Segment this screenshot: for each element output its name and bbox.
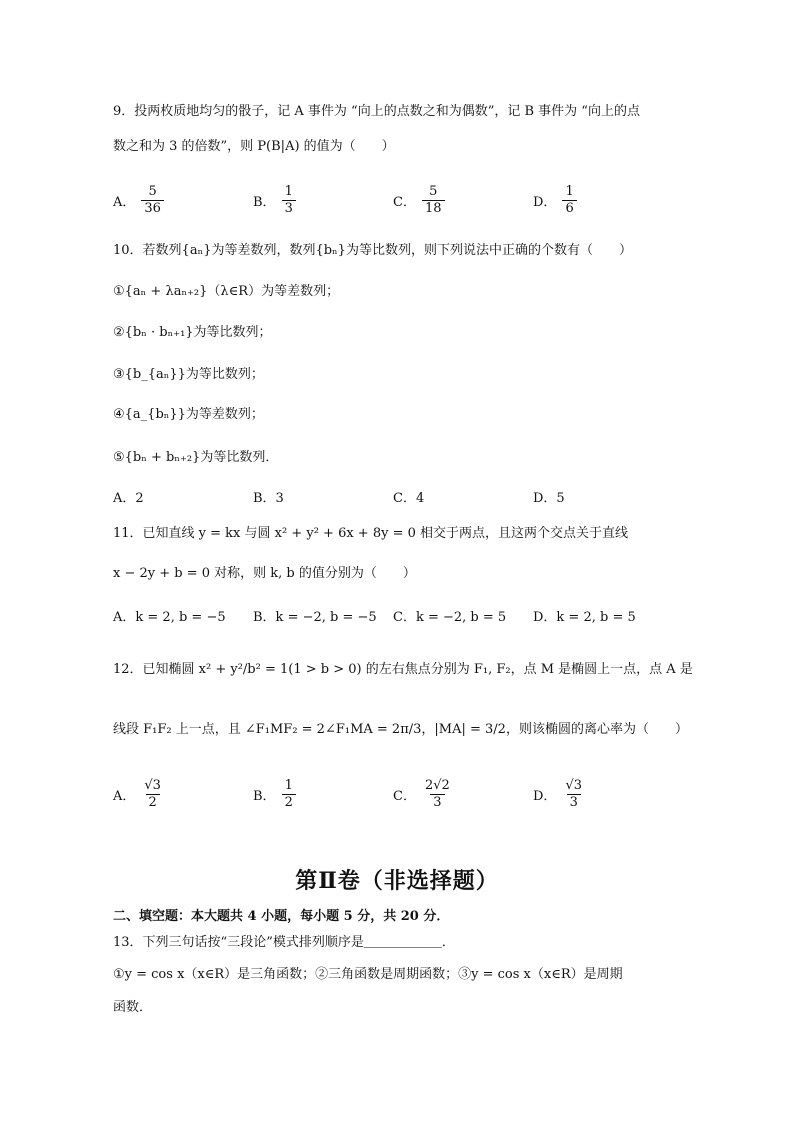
q10-item-5: ⑤{bₙ + bₙ₊₂}为等比数列． xyxy=(113,450,279,465)
q11-option-a: A．k = 2, b = −5 xyxy=(113,610,226,625)
q12-options xyxy=(113,774,693,814)
q9-stem-line2: 数之和为 3 的倍数”，则 P(B|A) 的值为（ ） xyxy=(113,139,395,154)
q9-option-c xyxy=(393,180,445,220)
q9-option-b xyxy=(253,180,296,220)
denominator: 3 xyxy=(282,200,296,217)
denominator: 2 xyxy=(146,794,160,811)
fraction xyxy=(422,184,445,217)
q12-option-a xyxy=(113,774,164,814)
q10-option-a: A．2 xyxy=(113,491,144,506)
fraction xyxy=(141,778,164,811)
denominator: 3 xyxy=(430,794,444,811)
q13-line3: 函数． xyxy=(113,1000,153,1015)
denominator: 2 xyxy=(282,794,296,811)
q13-line2: ①y = cos x（x∈R）是三角函数；②三角函数是周期函数；③y = cos x（x∈R）是周期 xyxy=(113,967,623,982)
denominator: 6 xyxy=(562,200,576,217)
q12-option-c xyxy=(393,774,453,814)
numerator: 5 xyxy=(148,183,157,199)
q9-options xyxy=(113,180,693,220)
numerator: √3 xyxy=(144,777,161,793)
q10-stem: 10．若数列{aₙ}为等差数列，数列{bₙ}为等比数列，则下列说法中正确的个数有（ ） xyxy=(113,243,632,258)
q10-item-2: ②{bₙ · bₙ₊₁}为等比数列； xyxy=(113,325,272,340)
option-label: C． xyxy=(393,194,416,210)
q9-stem-line1: 9．投两枚质地均匀的骰子，记 A 事件为 “向上的点数之和为偶数”，记 B 事件为 “向上的点 xyxy=(113,104,640,119)
option-label: C． xyxy=(393,788,416,804)
q12-stem-line2: 线段 F₁F₂ 上一点，且 ∠F₁MF₂ = 2∠F₁MA = 2π/3，|MA| = 3/2，则该椭圆的离心率为（ ） xyxy=(113,722,688,737)
q11-option-c: C．k = −2, b = 5 xyxy=(393,610,507,625)
q13-stem: 13．下列三句话按“三段论”模式排列顺序是＿＿＿＿＿＿． xyxy=(113,935,455,950)
q11-stem-line2: x − 2y + b = 0 对称，则 k, b 的值分别为（ ） xyxy=(113,566,416,581)
fraction xyxy=(282,778,296,811)
q10-option-d: D．5 xyxy=(533,491,565,506)
option-label: A． xyxy=(113,788,136,804)
q12-stem-line1: 12．已知椭圆 x² + y²/b² = 1(1 > b > 0) 的左右焦点分别为 F₁, F₂，点 M 是椭圆上一点，点 A 是 xyxy=(113,662,693,677)
denominator: 36 xyxy=(141,200,164,217)
q10-option-b: B．3 xyxy=(253,491,284,506)
q10-item-4: ④{a_{bₙ}}为等差数列； xyxy=(113,407,264,422)
denominator: 3 xyxy=(567,794,581,811)
q9-option-a xyxy=(113,180,164,220)
numerator: 1 xyxy=(284,777,293,793)
q12-option-b xyxy=(253,774,296,814)
fraction xyxy=(422,778,453,811)
fraction xyxy=(282,184,296,217)
numerator: 5 xyxy=(429,183,438,199)
numerator: 1 xyxy=(565,183,574,199)
option-label: A． xyxy=(113,194,136,210)
option-label: D． xyxy=(533,194,557,210)
section-subtitle: 二、填空题：本大题共 4 小题，每小题 5 分，共 20 分． xyxy=(113,909,450,924)
fraction xyxy=(562,184,576,217)
fraction xyxy=(562,778,585,811)
numerator: √3 xyxy=(565,777,582,793)
section-title: 第Ⅱ卷（非选择题） xyxy=(295,868,499,894)
q10-option-c: C．4 xyxy=(393,491,425,506)
option-label: D． xyxy=(533,788,557,804)
option-label: B． xyxy=(253,194,276,210)
q9-option-d xyxy=(533,180,577,220)
q11-option-b: B．k = −2, b = −5 xyxy=(253,610,377,625)
denominator: 18 xyxy=(422,200,445,217)
option-label: B． xyxy=(253,788,276,804)
q11-option-d: D．k = 2, b = 5 xyxy=(533,610,636,625)
q10-item-3: ③{b_{aₙ}}为等比数列； xyxy=(113,367,264,382)
q11-stem-line1: 11．已知直线 y = kx 与圆 x² + y² + 6x + 8y = 0 相交于两点，且这两个交点关于直线 xyxy=(113,526,628,541)
numerator: 2√2 xyxy=(424,777,450,793)
q12-option-d xyxy=(533,774,585,814)
fraction xyxy=(141,184,164,217)
q10-item-1: ①{aₙ + λaₙ₊₂}（λ∈R）为等差数列； xyxy=(113,284,340,299)
numerator: 1 xyxy=(284,183,293,199)
